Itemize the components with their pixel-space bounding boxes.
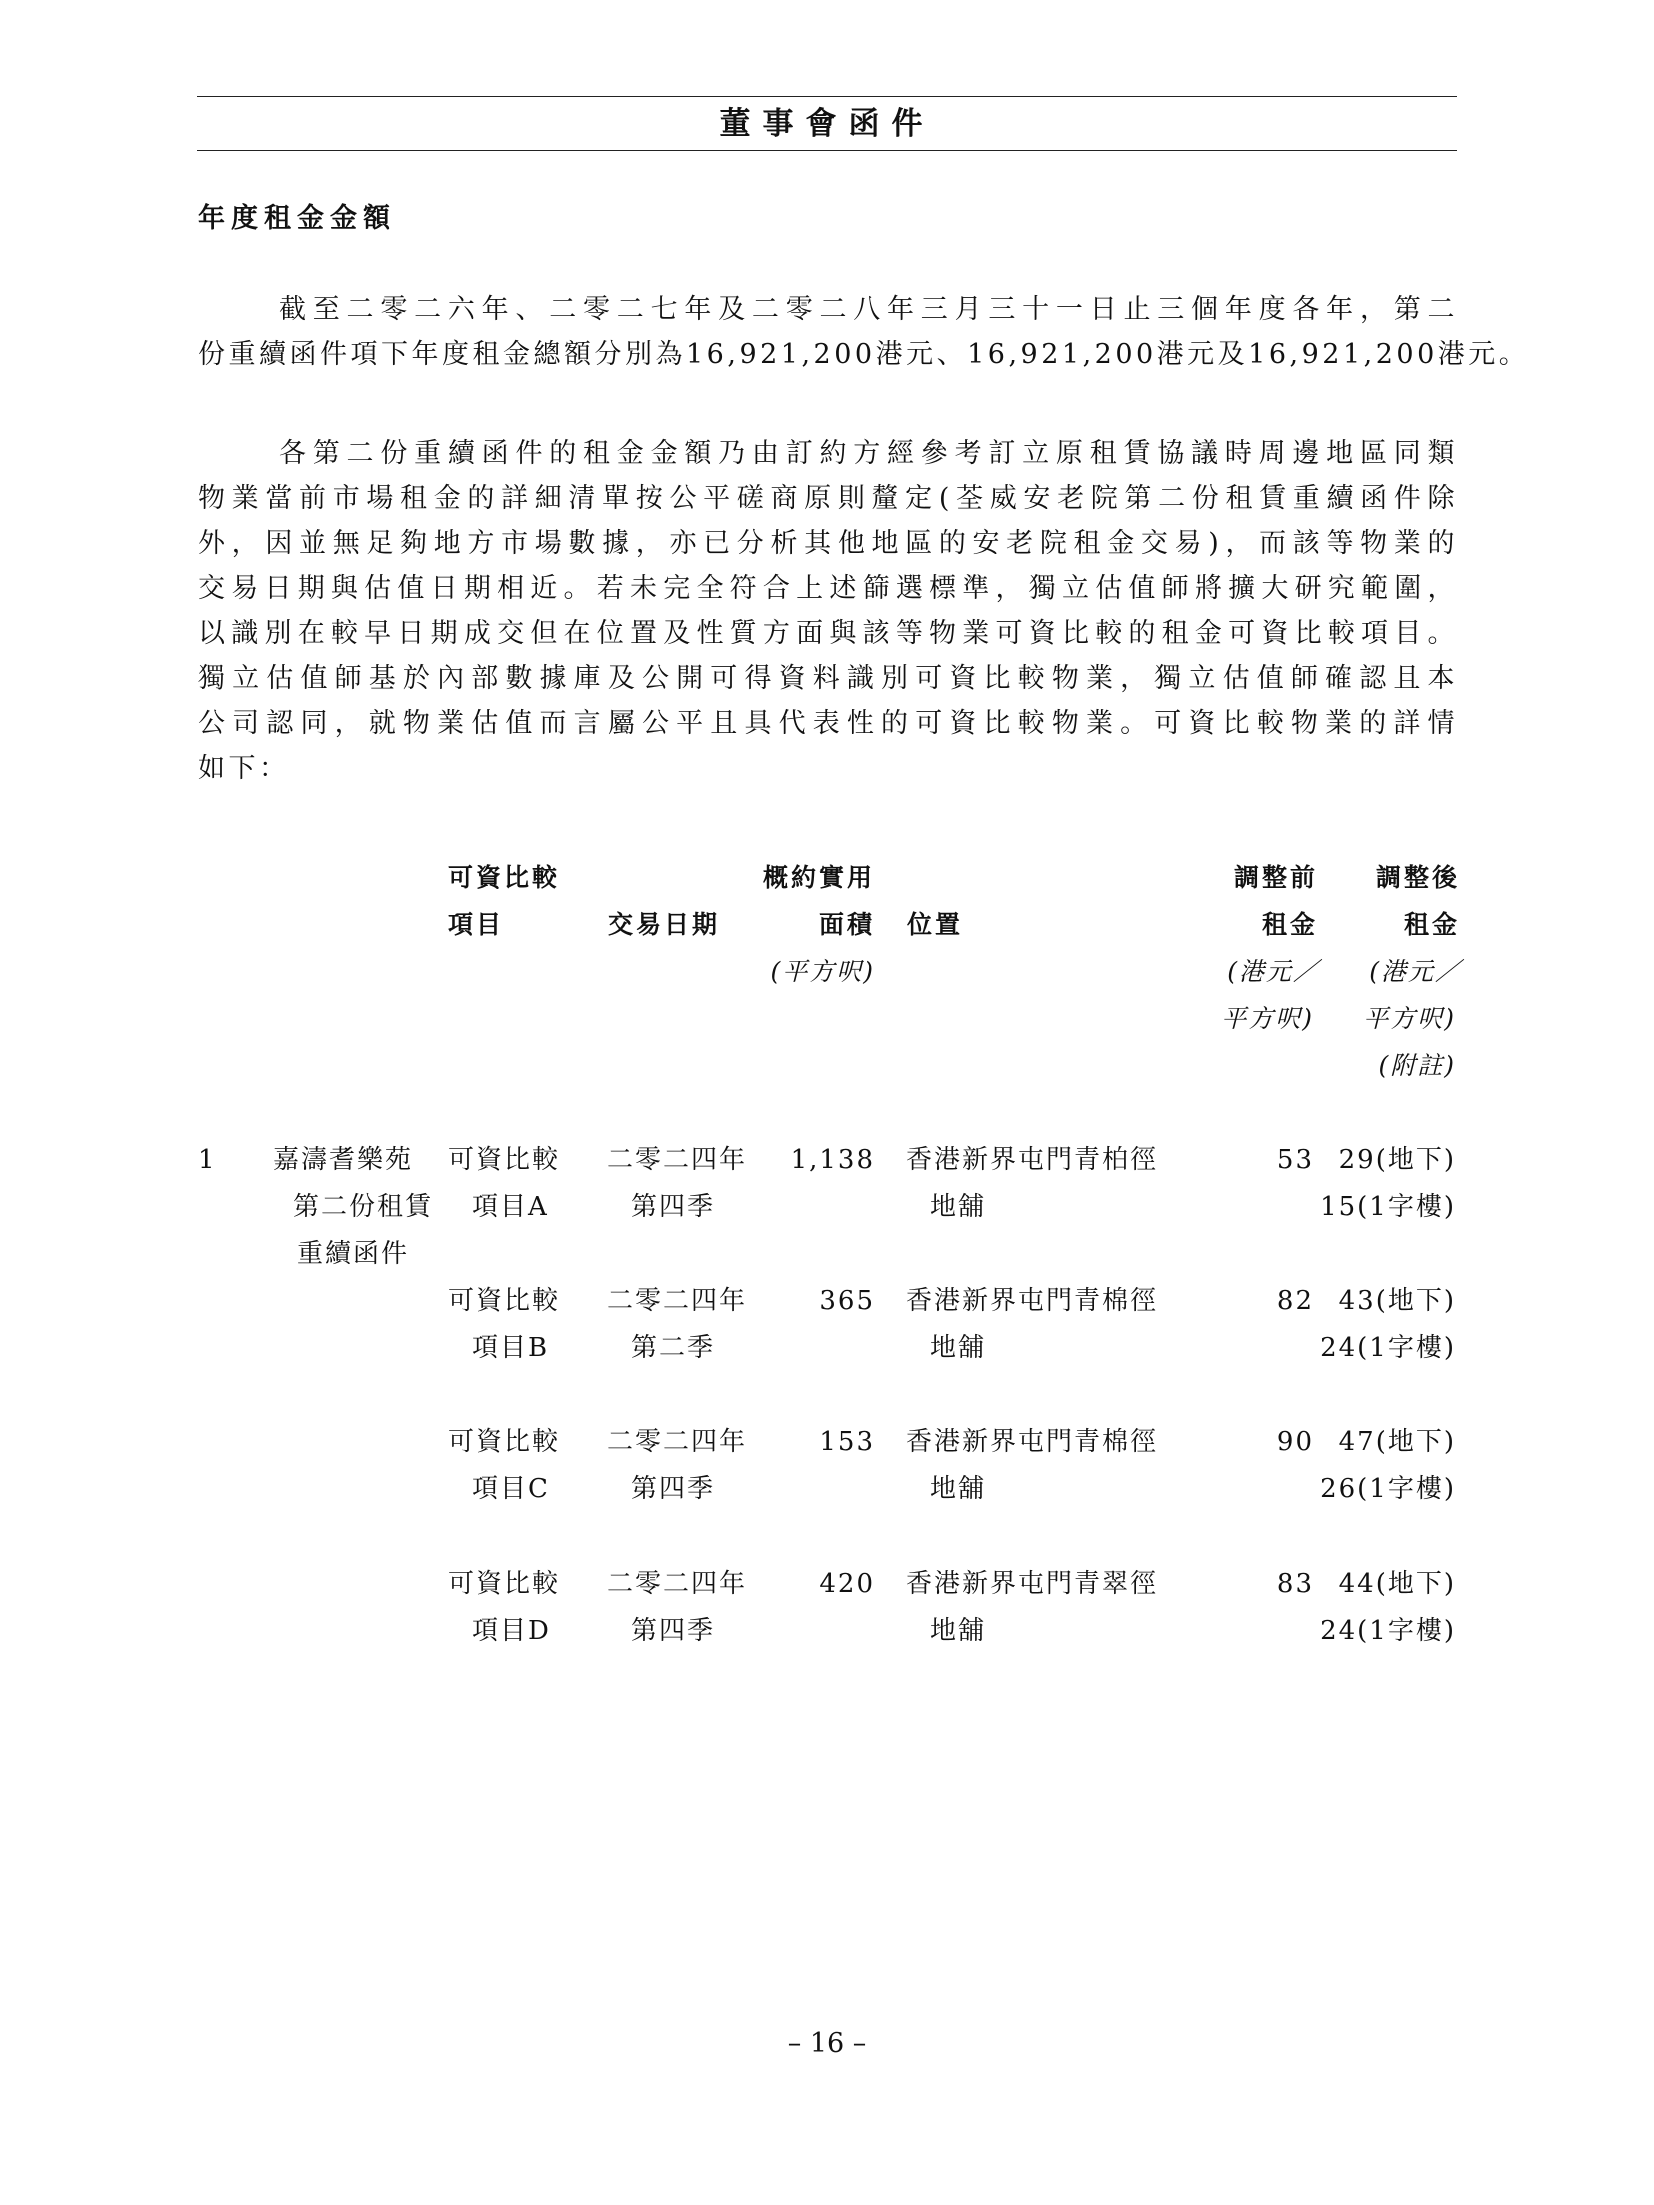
property-name: 重續函件: [296, 1239, 409, 1269]
cell-date: 第四季: [631, 1192, 716, 1222]
cell-rent-after: 15(1字樓): [1320, 1192, 1456, 1222]
property-name: 第二份租賃: [292, 1192, 433, 1222]
page-number: – 16 –: [787, 2028, 867, 2059]
cell-rent-after: 43(地下): [1338, 1286, 1456, 1316]
cell-comparable: 可資比較: [448, 1569, 561, 1599]
cell-date: 二零二四年: [607, 1427, 748, 1457]
cell-rent-before: 82: [1276, 1286, 1314, 1316]
paragraph-line: 截至二零二六年、二零二七年及二零二八年三月三十一日止三個年度各年，第二: [279, 294, 1458, 325]
cell-location: 香港新界屯門青柏徑: [906, 1145, 1159, 1175]
header-top-rule: [197, 96, 1457, 97]
header-rent-before-unit: 平方呎): [1221, 1004, 1314, 1033]
cell-date: 第四季: [631, 1474, 716, 1504]
cell-date: 二零二四年: [607, 1569, 748, 1599]
header-date: 交易日期: [608, 910, 721, 939]
page-title: 董事會函件: [719, 106, 935, 142]
cell-comparable: 項目C: [472, 1474, 550, 1504]
paragraph-line: 物業當前市場租金的詳細清單按公平磋商原則釐定(荃威安老院第二份租賃重續函件除: [198, 483, 1458, 514]
cell-rent-before: 83: [1276, 1569, 1314, 1599]
cell-rent-after: 24(1字樓): [1320, 1333, 1456, 1363]
cell-location: 香港新界屯門青棉徑: [906, 1427, 1159, 1457]
header-rent-after-unit: (港元／: [1369, 957, 1462, 986]
cell-location: 地舖: [930, 1333, 987, 1363]
header-rent-before-unit: (港元／: [1227, 957, 1320, 986]
paragraph-line: 交易日期與估值日期相近。若未完全符合上述篩選標準，獨立估值師將擴大研究範圍，: [198, 573, 1458, 604]
header-rent-after: 調整後: [1375, 863, 1460, 892]
cell-date: 二零二四年: [607, 1286, 748, 1316]
paragraph-line: 份重續函件項下年度租金總額分別為16,921,200港元、16,921,200港元及16,921,200港元。: [198, 339, 1530, 370]
cell-rent-after: 29(地下): [1338, 1145, 1456, 1175]
paragraph-annual-rent: [198, 287, 1530, 377]
cell-comparable: 項目D: [472, 1616, 551, 1646]
header-rent-before: 調整前: [1233, 863, 1318, 892]
paragraph-line: 各第二份重續函件的租金金額乃由訂約方經參考訂立原租賃協議時周邊地區同類: [279, 438, 1458, 469]
cell-area: 365: [819, 1286, 875, 1316]
header-area-unit: (平方呎): [770, 957, 875, 986]
cell-rent-after: 47(地下): [1338, 1427, 1456, 1457]
cell-rent-before: 90: [1276, 1427, 1314, 1457]
cell-date: 第二季: [631, 1333, 716, 1363]
header-comparable: 項目: [448, 910, 505, 939]
cell-date: 二零二四年: [607, 1145, 748, 1175]
section-heading: 年度租金金額: [198, 203, 396, 234]
paragraph-rent-basis: [198, 431, 1458, 791]
cell-comparable: 可資比較: [448, 1286, 561, 1316]
header-location: 位置: [907, 910, 964, 939]
group-number: 1: [198, 1145, 217, 1175]
cell-comparable: 項目A: [472, 1192, 549, 1222]
paragraph-line: 公司認同，就物業估值而言屬公平且具代表性的可資比較物業。可資比較物業的詳情: [198, 708, 1458, 739]
cell-location: 地舖: [930, 1616, 987, 1646]
cell-comparable: 可資比較: [448, 1427, 561, 1457]
paragraph-line: 獨立估值師基於內部數據庫及公開可得資料識別可資比較物業，獨立估值師確認且本: [198, 663, 1458, 694]
property-name: 嘉濤耆樂苑: [272, 1145, 413, 1175]
header-rent-after: 租金: [1403, 910, 1460, 939]
cell-comparable: 項目B: [472, 1333, 550, 1363]
header-comparable: 可資比較: [448, 863, 561, 892]
cell-rent-after: 24(1字樓): [1320, 1616, 1456, 1646]
cell-area: 153: [819, 1427, 875, 1457]
paragraph-line: 以識別在較早日期成交但在位置及性質方面與該等物業可資比較的租金可資比較項目。: [198, 618, 1458, 649]
cell-location: 香港新界屯門青翠徑: [906, 1569, 1159, 1599]
paragraph-line: 如下：: [198, 753, 290, 784]
header-rent-after-note: (附註): [1378, 1051, 1456, 1080]
cell-rent-after: 26(1字樓): [1320, 1474, 1456, 1504]
cell-rent-before: 53: [1276, 1145, 1314, 1175]
header-rent-after-unit: 平方呎): [1363, 1004, 1456, 1033]
header-rent-before: 租金: [1261, 910, 1318, 939]
cell-location: 香港新界屯門青棉徑: [906, 1286, 1159, 1316]
header-area: 概約實用: [762, 863, 875, 892]
header-area: 面積: [818, 910, 875, 939]
cell-date: 第四季: [631, 1616, 716, 1646]
cell-area: 1,138: [790, 1145, 875, 1175]
header-bottom-rule: [197, 150, 1457, 151]
cell-location: 地舖: [930, 1192, 987, 1222]
cell-area: 420: [819, 1569, 875, 1599]
cell-comparable: 可資比較: [448, 1145, 561, 1175]
paragraph-line: 外，因並無足夠地方市場數據，亦已分析其他地區的安老院租金交易)，而該等物業的: [198, 528, 1458, 559]
cell-location: 地舖: [930, 1474, 987, 1504]
cell-rent-after: 44(地下): [1338, 1569, 1456, 1599]
